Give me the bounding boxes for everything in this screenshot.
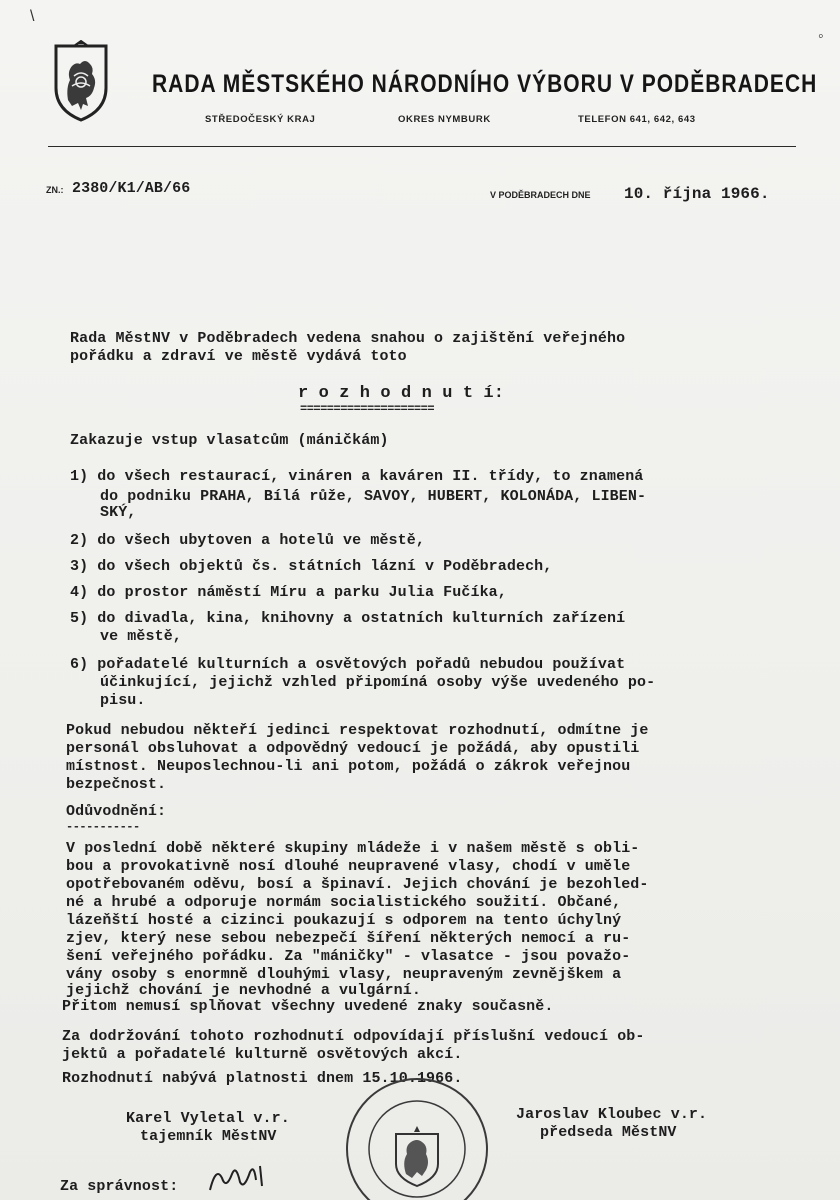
correctness-label: Za správnost:	[60, 1178, 179, 1195]
justification-line: opotřebovaném oděvu, bosí a špinaví. Jejich chování je bezohled-	[66, 876, 649, 893]
point-5-line-2: ve městě,	[100, 628, 182, 645]
point-3: 3) do všech objektů čs. státních lázní v Poděbradech,	[70, 558, 553, 575]
responsibility-line: jektů a pořadatelé kulturně osvětových akcí.	[62, 1046, 463, 1063]
enforcement-line: Pokud nebudou někteří jedinci respektovat rozhodnutí, odmítne je	[66, 722, 649, 739]
left-signatory-name: Karel Vyletal v.r.	[126, 1110, 290, 1127]
state-emblem-icon	[50, 40, 112, 124]
justification-line: bou a provokativně nosí dlouhé neupravené vlasy, chodí v uměle	[66, 858, 631, 875]
reference-number: 2380/K1/AB/66	[72, 180, 191, 197]
letterhead-rule	[48, 146, 796, 147]
handwritten-signature-icon	[206, 1160, 276, 1200]
letterhead-region: STŘEDOČESKÝ KRAJ	[205, 114, 316, 125]
point-1-line-1: 1) do všech restaurací, vináren a kaváren II. třídy, to znamená	[70, 468, 644, 485]
enforcement-line: místnost. Neuposlechnou-li ani potom, požádá o zákrok veřejnou	[66, 758, 631, 775]
decision-heading: r o z h o d n u t í:	[298, 384, 505, 403]
justification-line: lázeňští hosté a cizinci poukazují s odporem na tento úchylný	[66, 912, 622, 929]
intro-line: Rada MěstNV v Poděbradech vedena snahou o zajištění veřejného	[70, 330, 626, 347]
point-2: 2) do všech ubytoven a hotelů ve městě,	[70, 532, 425, 549]
point-6-line-1: 6) pořadatelé kulturních a osvětových pořadů nebudou používat	[70, 656, 626, 673]
justification-underline: -----------	[66, 820, 140, 834]
corner-scribble-icon: \	[30, 8, 35, 25]
point-1-line-2: do podniku PRAHA, Bílá růže, SAVOY, HUBERT, KOLONÁDA, LIBEN-	[100, 488, 647, 505]
left-signatory-role: tajemník MěstNV	[140, 1128, 277, 1145]
justification-line: né a hrubé a odporuje normám socialistického soužití. Občané,	[66, 894, 622, 911]
date-label: V PODĚBRADECH DNE	[490, 190, 591, 200]
justification-line: jejichž chování je nevhodné a vulgární.	[66, 982, 421, 999]
justification-line: Přitom nemusí splňovat všechny uvedené znaky současně.	[62, 998, 554, 1015]
reference-label: ZN.:	[46, 185, 64, 195]
justification-line: šení veřejného pořádku. Za "máničky" - vlasatce - jsou považo-	[66, 948, 631, 965]
letterhead-phone: TELEFON 641, 642, 643	[578, 114, 696, 125]
enforcement-line: bezpečnost.	[66, 776, 167, 793]
letterhead-title: RADA MĚSTSKÉHO NÁRODNÍHO VÝBORU V PODĚBRADECH	[152, 70, 818, 98]
point-5-line-1: 5) do divadla, kina, knihovny a ostatních kulturních zařízení	[70, 610, 626, 627]
date-value: 10. října 1966.	[624, 185, 770, 203]
enforcement-line: personál obsluhovat a odpovědný vedoucí je požádá, aby opustili	[66, 740, 640, 757]
corner-ring-icon: ◦	[818, 28, 824, 45]
letterhead-district: OKRES NYMBURK	[398, 114, 491, 125]
justification-line: zjev, který nese sebou nebezpečí šíření některých nemocí a ru-	[66, 930, 631, 947]
responsibility-line: Za dodržování tohoto rozhodnutí odpovídají příslušní vedoucí ob-	[62, 1028, 645, 1045]
point-6-line-2: účinkující, jejichž vzhled připomíná osoby výše uvedeného po-	[100, 674, 656, 691]
point-1-line-3: SKÝ,	[100, 504, 137, 521]
justification-label: Odůvodnění:	[66, 803, 167, 820]
point-6-line-3: pisu.	[100, 692, 146, 709]
right-signatory-role: předseda MěstNV	[540, 1124, 677, 1141]
validity-line: Rozhodnutí nabývá platnosti dnem 15.10.1966.	[62, 1070, 463, 1087]
justification-line: vány osoby s enormně dlouhými vlasy, neupraveným zevnějškem a	[66, 966, 622, 983]
point-4: 4) do prostor náměstí Míru a parku Julia Fučíka,	[70, 584, 507, 601]
official-stamp-icon	[338, 1070, 496, 1200]
intro-line: pořádku a zdraví ve městě vydává toto	[70, 348, 407, 365]
prohibition-line: Zakazuje vstup vlasatcům (máničkám)	[70, 432, 389, 449]
right-signatory-name: Jaroslav Kloubec v.r.	[516, 1106, 708, 1123]
justification-line: V poslední době některé skupiny mládeže i v našem městě s obli-	[66, 840, 640, 857]
decision-heading-underline: ====================	[300, 402, 435, 416]
